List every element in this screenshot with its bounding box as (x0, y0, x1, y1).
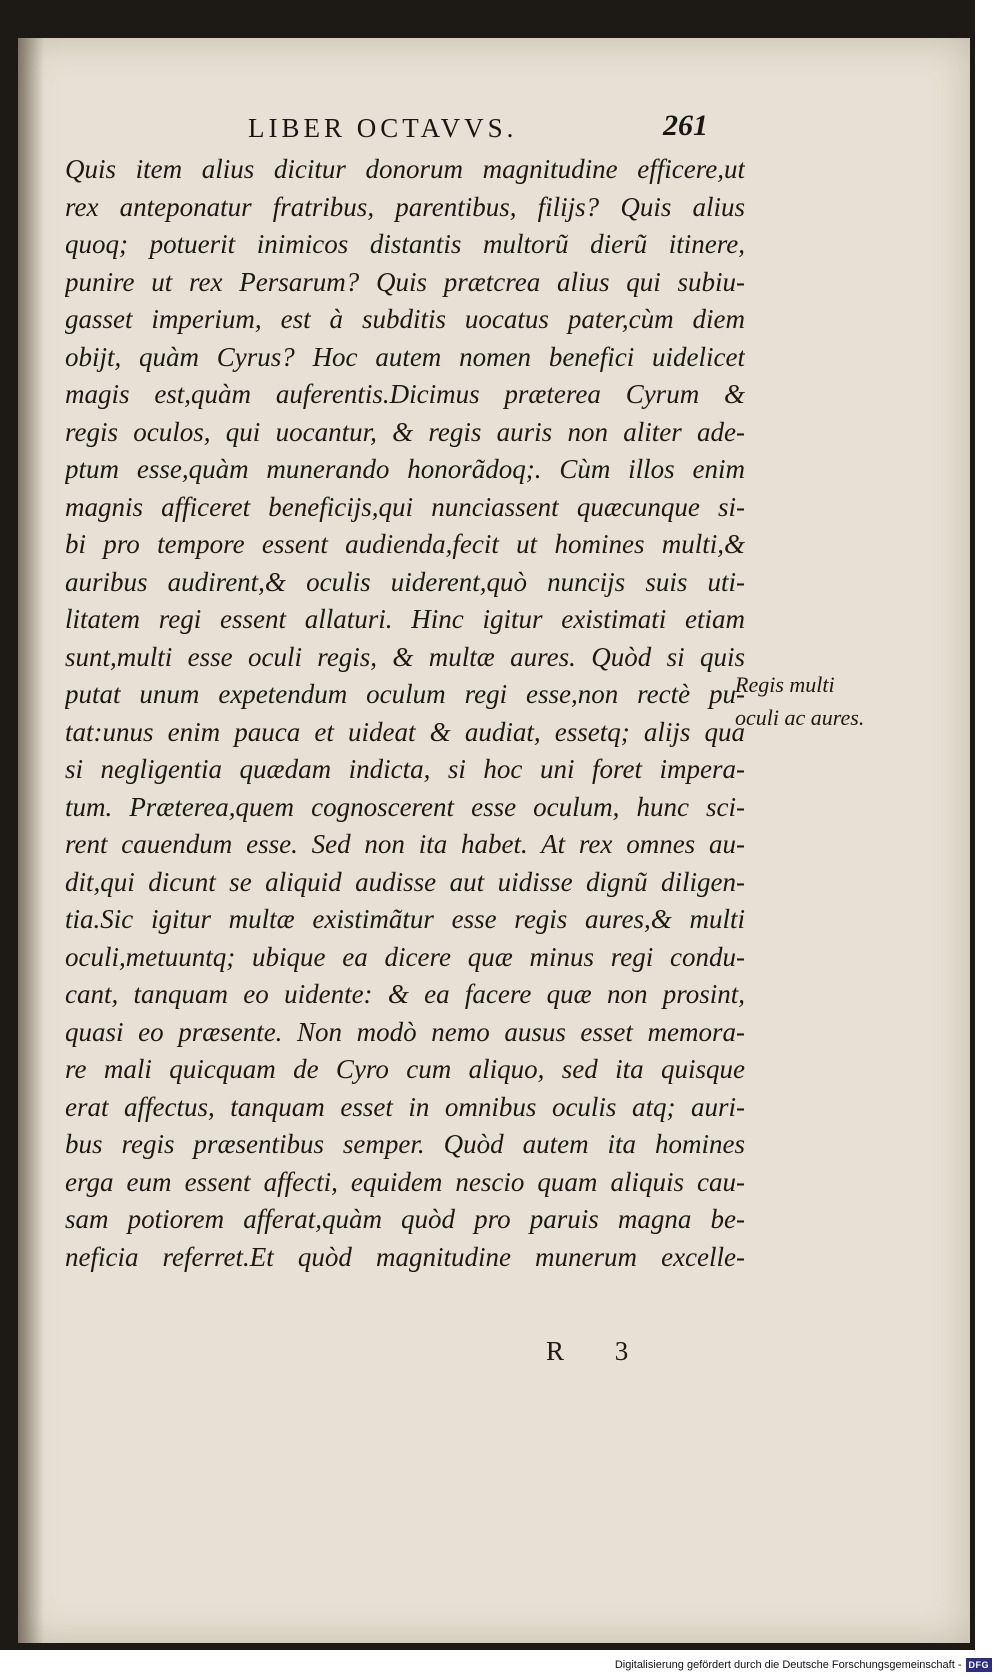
text-line: rex anteponatur fratribus, parentibus, filijs? Quis alius (65, 191, 745, 222)
text-line: Quis item alius dicitur donorum magnitudine efficere,ut (65, 154, 745, 184)
dfg-logo-icon: DFG (966, 1658, 993, 1672)
text-line: magnis afficeret beneficijs,qui nunciassent quæcunque si- (65, 491, 745, 522)
gutter-shadow (18, 38, 44, 1643)
page-number: 261 (663, 109, 708, 142)
text-line: oculi,metuuntq; ubique ea dicere quæ minus regi condu- (65, 941, 745, 972)
marginal-note-line-2: oculi ac aures. (735, 705, 865, 730)
marginal-note (735, 668, 935, 734)
running-title: LIBER OCTAVVS. (248, 113, 518, 143)
text-line: neficia referret.Et quòd magnitudine munerum excelle- (65, 1241, 745, 1272)
text-line: obijt, quàm Cyrus? Hoc autem nomen benefici uidelicet (65, 341, 745, 372)
text-line: litatem regi essent allaturi. Hinc igitur existimati etiam (65, 604, 745, 634)
text-line: gasset imperium, est à subditis uocatus pater,cùm diem (65, 304, 745, 334)
text-line: erga eum essent affecti, equidem nescio quam aliquis cau- (65, 1166, 745, 1197)
text-line: putat unum expetendum oculum regi esse,non rectè pu- (65, 679, 745, 709)
text-line: quasi eo præsente. Non modò nemo ausus esset memora- (65, 1016, 745, 1047)
text-line: bus regis præsentibus semper. Quòd autem ita homines (65, 1129, 745, 1159)
main-text-block (65, 151, 745, 1276)
text-line: re mali quicquam de Cyro cum aliquo, sed ita quisque (65, 1054, 745, 1084)
text-line: quoq; potuerit inimicos distantis multorũ dierũ itinere, (65, 229, 745, 259)
book-page (18, 38, 970, 1643)
text-line: si negligentia quædam indicta, si hoc uni foret impera- (65, 754, 745, 784)
text-line: regis oculos, qui uocantur, & regis auris non aliter ade- (65, 416, 745, 447)
footer-credit: Digitalisierung gefördert durch die Deutsche Forschungsgemeinschaft - (614, 1659, 962, 1671)
text-line: punire ut rex Persarum? Quis prætcrea alius qui subiu- (65, 266, 745, 297)
text-line: tia.Sic igitur multæ existimãtur esse regis aures,& multi (65, 904, 745, 934)
text-line: cant, tanquam eo uidente: & ea facere quæ non prosint, (65, 979, 745, 1009)
text-line: auribus audirent,& oculis uiderent,quò nuncijs suis uti- (65, 566, 745, 597)
text-line: ptum esse,quàm munerando honorãdoq;. Cùm illos enim (65, 454, 745, 484)
text-line: rent cauendum esse. Sed non ita habet. At rex omnes au- (65, 829, 745, 859)
text-line: tum. Præterea,quem cognoscerent esse oculum, hunc sci- (65, 791, 745, 822)
marginal-note-line-1: Regis multi (735, 672, 835, 697)
text-line: magis est,quàm auferentis.Dicimus præterea Cyrum & (65, 379, 745, 409)
text-line: tat:unus enim pauca et uideat & audiat, essetq; alijs qua (65, 716, 745, 747)
text-line: dit,qui dicunt se aliquid audisse aut uidisse dignũ diligen- (65, 866, 745, 897)
text-line: bi pro tempore essent audienda,fecit ut homines multi,& (65, 529, 745, 559)
running-head (228, 109, 708, 153)
digitization-footer (615, 1655, 992, 1675)
text-line: sam potiorem afferat,quàm quòd pro paruis magna be- (65, 1204, 745, 1234)
text-line: erat affectus, tanquam esset in omnibus oculis atq; auri- (65, 1091, 745, 1122)
text-line: sunt,multi esse oculi regis, & multæ aures. Quòd si quis (65, 641, 745, 672)
signature-mark: R 3 (546, 1336, 651, 1366)
